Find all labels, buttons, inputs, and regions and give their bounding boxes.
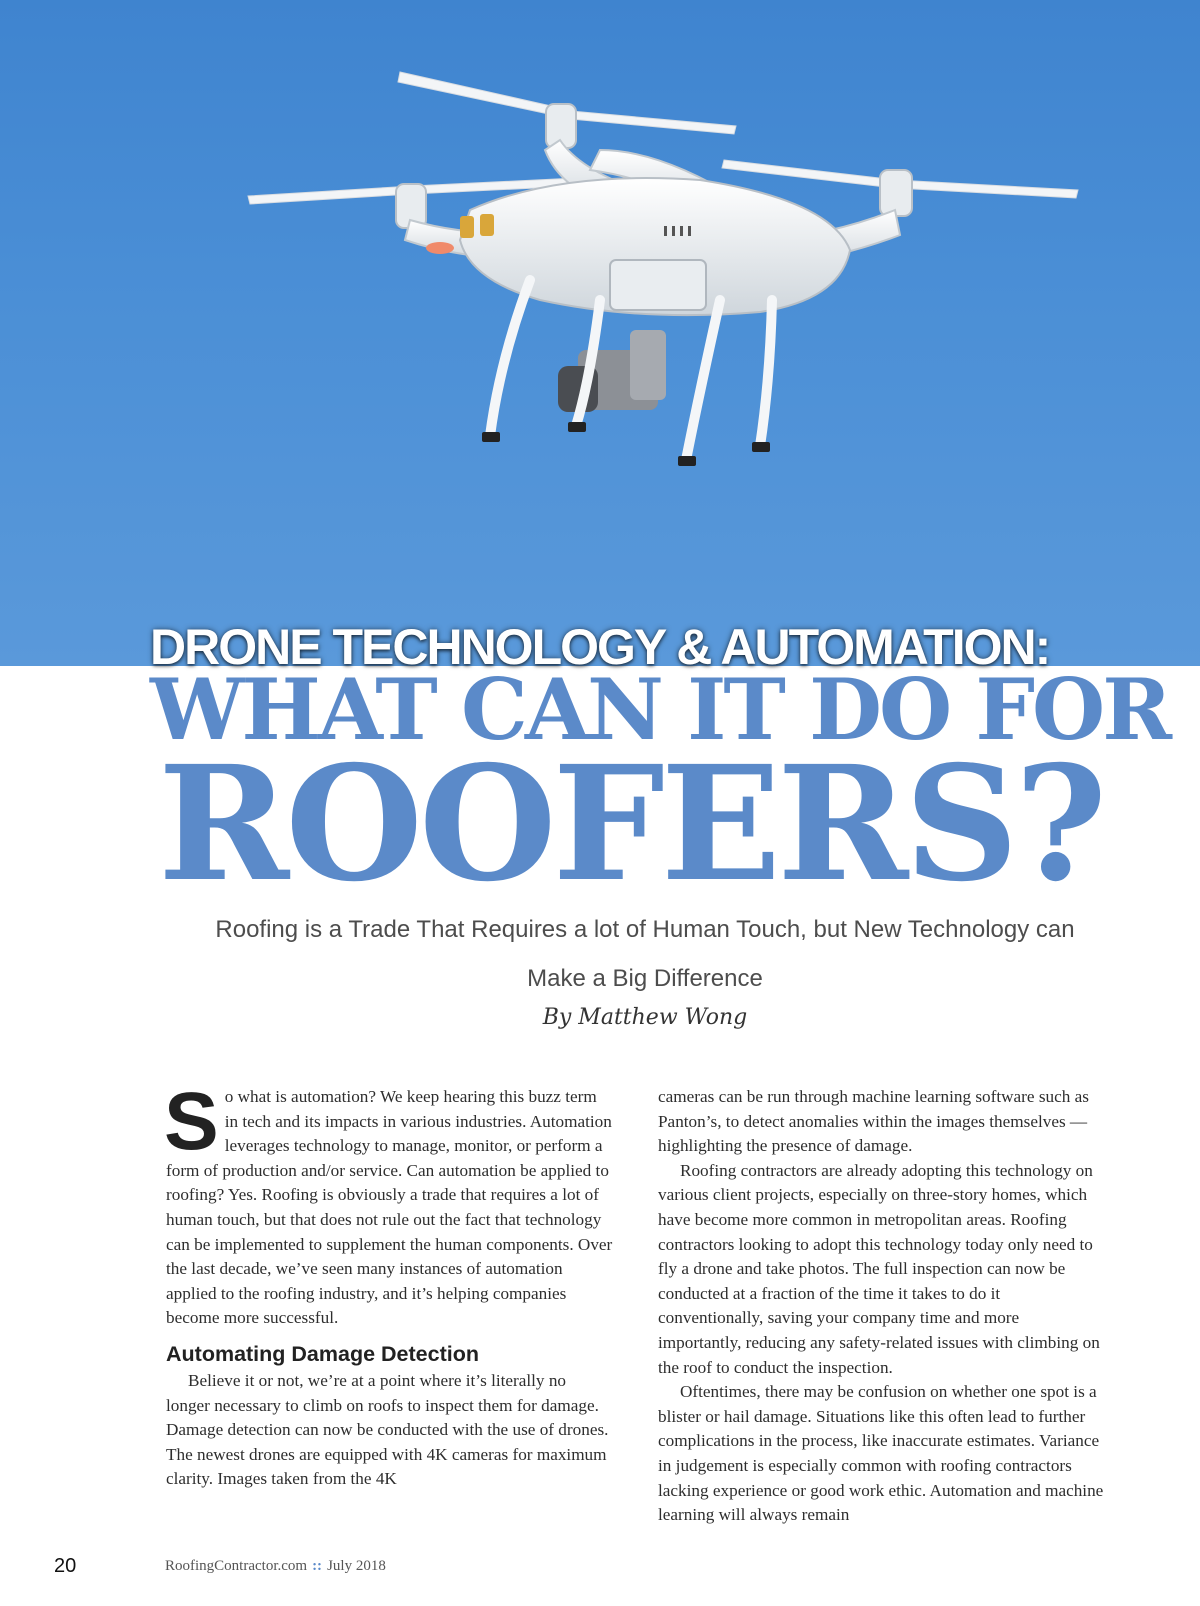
body-paragraph: Believe it or not, we’re at a point where it’s literally no longer necessary to climb on roofs to inspect them for damage. Damage detection can now be conducted with the use of drones. The newest drones are equipped with 4K cameras for maximum clarity. Images taken from the 4K: [166, 1370, 609, 1489]
footer-date: July 2018: [327, 1558, 386, 1574]
hero-photo: [0, 0, 1200, 666]
body-paragraph: Roofing contractors are already adopting this technology on various client projects, especially on three-story homes, which have become more common in metropolitan areas. Roofing contractors looking to adopt this technology today only need to fly a drone and take photos. The full inspection can now be conducted at a fraction of the time it takes to do it conventionally, saving your company time and more importantly, reducing any safety-related issues with climbing on the roof to conduct the inspection.: [658, 1160, 1100, 1377]
deck: [150, 905, 1140, 1003]
body-paragraph-continued: cameras can be run through machine learning software such as Panton’s, to detect anomalies within the images themselves — highlighting the presence of damage.: [658, 1087, 1089, 1156]
body-column-left: [164, 1076, 614, 1492]
body-column-right: [658, 1085, 1106, 1528]
byline: By Matthew Wong: [542, 1005, 748, 1030]
headline-line-2: ROOFERS?: [158, 732, 1104, 917]
drone-icon: [0, 0, 1200, 666]
intro-paragraph: [164, 1076, 614, 1331]
intro-text: o what is automation? We keep hearing this buzz term in tech and its impacts in various industries. Automation leverages technology to manage, monitor, or perform a form of production and/or service. Can automation be applied to roofing? Yes. Roofing is obviously a trade that requires a lot of human touch, but that does not rule out the fact that technology can be implemented to supplement the human components. Over the last decade, we’ve seen many instances of automation applied to the roofing industry, and it’s helping companies become more successful.: [166, 1087, 613, 1328]
page-footer: [165, 1558, 386, 1575]
deck-line-2: Make a Big Difference: [527, 965, 763, 992]
body-paragraph: Oftentimes, there may be confusion on whether one spot is a blister or hail damage. Situations like this often lead to further complications in the process, like inaccurate estimates. Variance in judgement is especially common with roofing contractors lacking experience or good work ethic. Automation and machine learning will always remain: [658, 1382, 1104, 1525]
section-heading: Automating Damage Detection: [166, 1341, 479, 1366]
deck-line-1: Roofing is a Trade That Requires a lot of Human Touch, but New Technology can: [215, 916, 1075, 943]
footer-site: RoofingContractor.com: [165, 1558, 308, 1574]
drop-cap: S: [164, 1076, 219, 1167]
page-number: 20: [54, 1555, 77, 1577]
footer-separator: ::: [312, 1558, 323, 1574]
headline-line-1: WHAT CAN IT DO FOR: [150, 660, 1170, 759]
title-kicker: DRONE TECHNOLOGY & AUTOMATION:: [150, 619, 1050, 675]
